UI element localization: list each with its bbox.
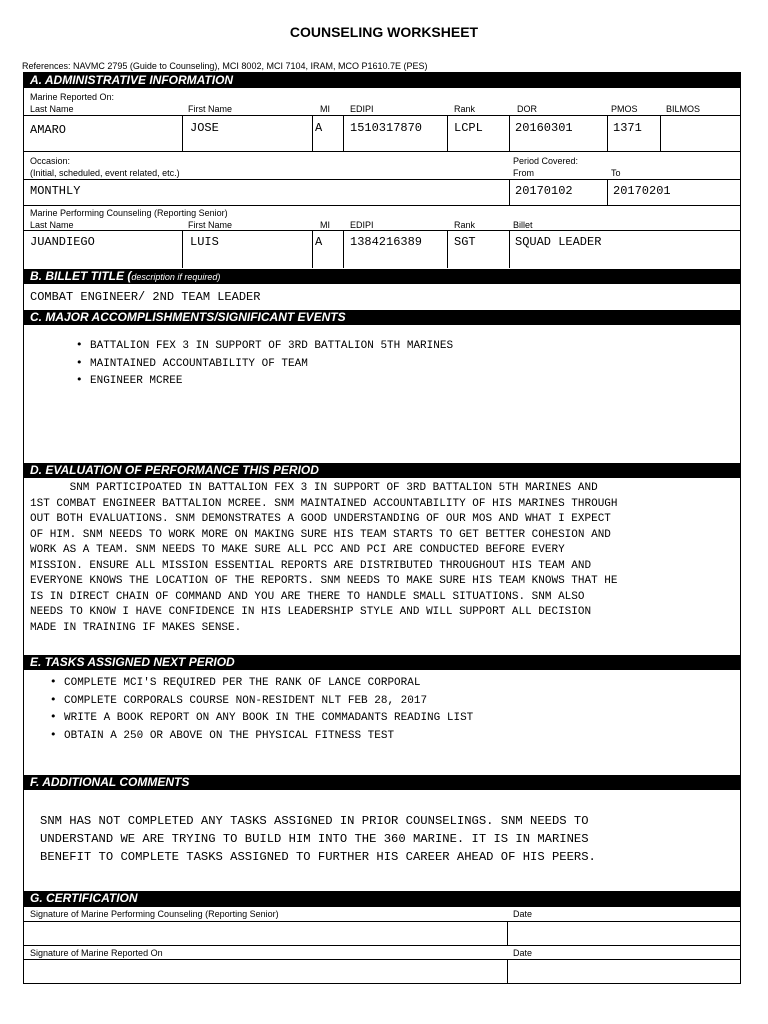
reported-last-name[interactable]: AMARO <box>30 123 67 137</box>
marine-date-label: Date <box>513 948 533 958</box>
period-to-value[interactable]: 20170201 <box>613 184 671 198</box>
billet-label: Billet <box>513 220 533 230</box>
list-item: • WRITE A BOOK REPORT ON ANY BOOK IN THE COMMADANTS READING LIST <box>50 709 473 727</box>
occasion-value[interactable]: MONTHLY <box>30 184 81 198</box>
divider <box>24 945 740 946</box>
senior-signature-field[interactable] <box>24 922 506 945</box>
text-line: OF HIM. SNM NEEDS TO WORK MORE ON MAKING SURE HIS TEAM STARTS TO GET BETTER COHESION AND <box>30 528 611 541</box>
text-line: WORK AS A TEAM. SNM NEEDS TO MAKE SURE ALL PCC AND PCI ARE CONDUCTED BEFORE EVERY <box>30 544 565 556</box>
period-covered-label: Period Covered: <box>513 156 579 166</box>
text-line: 1ST COMBAT ENGINEER BATTALION MCREE. SNM MAINTAINED ACCOUNTABILITY OF HIS MARINES THROUGH <box>30 497 618 510</box>
bilmos-label: BILMOS <box>666 104 701 114</box>
list-item: • COMPLETE CORPORALS COURSE NON-RESIDENT NLT FEB 28, 2017 <box>50 692 473 710</box>
marine-signature-field[interactable] <box>24 960 506 983</box>
section-a-header: A. ADMINISTRATIVE INFORMATION <box>24 73 740 88</box>
period-from-value[interactable]: 20170102 <box>515 184 573 198</box>
text-line: BENEFIT TO COMPLETE TASKS ASSIGNED TO FURTHER HIS CAREER AHEAD OF HIS PEERS. <box>40 850 596 864</box>
divider <box>24 906 740 907</box>
accomplishments-list <box>76 337 453 390</box>
pmos-label: PMOS <box>611 104 638 114</box>
divider <box>509 115 510 151</box>
divider <box>312 230 313 268</box>
senior-date-label: Date <box>513 909 533 919</box>
list-item: • OBTAIN A 250 OR ABOVE ON THE PHYSICAL FITNESS TEST <box>50 727 473 745</box>
list-item: • COMPLETE MCI'S REQUIRED PER THE RANK OF LANCE CORPORAL <box>50 674 473 692</box>
senior-edipi-label: EDIPI <box>350 220 374 230</box>
section-f-header: F. ADDITIONAL COMMENTS <box>24 775 740 790</box>
senior-first-name-label: First Name <box>188 220 233 230</box>
list-item: • BATTALION FEX 3 IN SUPPORT OF 3RD BATTALION 5TH MARINES <box>76 337 453 355</box>
section-e-header: E. TASKS ASSIGNED NEXT PERIOD <box>24 655 740 670</box>
section-g-header: G. CERTIFICATION <box>24 891 740 906</box>
divider <box>24 230 740 231</box>
worksheet-form <box>23 72 741 984</box>
senior-rank-label: Rank <box>454 220 476 230</box>
text-line: NEEDS TO KNOW I HAVE CONFIDENCE IN HIS LEADERSHIP STYLE AND WILL SUPPORT ALL DECISION <box>30 606 592 618</box>
from-label: From <box>513 168 534 178</box>
last-name-label: Last Name <box>30 104 74 114</box>
first-name-label: First Name <box>188 104 233 114</box>
marine-signature-label: Signature of Marine Reported On <box>30 948 163 958</box>
occasion-label: Occasion: <box>30 156 71 166</box>
reported-pmos[interactable]: 1371 <box>613 121 642 135</box>
divider <box>447 115 448 151</box>
text-line: SNM PARTICIPOATED IN BATTALION FEX 3 IN SUPPORT OF 3RD BATTALION 5TH MARINES AND <box>30 482 598 494</box>
section-d-header: D. EVALUATION OF PERFORMANCE THIS PERIOD <box>24 463 740 478</box>
text-line: SNM HAS NOT COMPLETED ANY TASKS ASSIGNED IN PRIOR COUNSELINGS. SNM NEEDS TO <box>40 814 589 828</box>
divider <box>607 115 608 151</box>
senior-edipi[interactable]: 1384216389 <box>350 235 423 249</box>
billet-title-value[interactable]: COMBAT ENGINEER/ 2ND TEAM LEADER <box>30 290 261 304</box>
divider <box>607 179 608 205</box>
senior-signature-label: Signature of Marine Performing Counseling (Reporting Senior) <box>30 909 279 919</box>
reported-dor[interactable]: 20160301 <box>515 121 573 135</box>
divider <box>447 230 448 268</box>
tasks-list <box>50 674 473 744</box>
divider <box>182 230 183 268</box>
divider <box>312 115 313 151</box>
text-line: IS IN DIRECT CHAIN OF COMMAND AND YOU ARE THERE TO HANDLE SMALL SITUATIONS. SNM ALSO <box>30 590 585 603</box>
senior-billet[interactable]: SQUAD LEADER <box>515 235 602 249</box>
section-b-header <box>24 269 740 284</box>
evaluation-text[interactable] <box>30 481 618 636</box>
divider <box>24 151 740 152</box>
divider <box>509 179 510 205</box>
marine-date-field[interactable] <box>508 960 740 983</box>
reporting-senior-label: Marine Performing Counseling (Reporting Senior) <box>30 208 228 218</box>
divider <box>24 179 740 180</box>
section-b-title: B. BILLET TITLE ( <box>30 269 132 283</box>
reported-mi[interactable]: A <box>315 121 323 135</box>
reported-first-name[interactable]: JOSE <box>190 121 219 135</box>
divider <box>24 115 740 116</box>
mi-label: MI <box>320 104 330 114</box>
divider <box>182 115 183 151</box>
reported-edipi[interactable]: 1510317870 <box>350 121 423 135</box>
senior-mi-label: MI <box>320 220 330 230</box>
divider <box>24 205 740 206</box>
reported-rank[interactable]: LCPL <box>454 121 483 135</box>
senior-rank[interactable]: SGT <box>454 235 476 249</box>
text-line: EVERYONE KNOWS THE LOCATION OF THE REPORTS. SNM NEEDS TO MAKE SURE HIS TEAM KNOWS THAT HE <box>30 575 618 587</box>
occasion-hint: (Initial, scheduled, event related, etc.) <box>30 168 180 178</box>
text-line: UNDERSTAND WE ARE TRYING TO BUILD HIM INTO THE 360 MARINE. IT IS IN MARINES <box>40 832 589 846</box>
divider <box>660 115 661 151</box>
senior-last-name-label: Last Name <box>30 220 74 230</box>
section-c-header: C. MAJOR ACCOMPLISHMENTS/SIGNIFICANT EVENTS <box>24 310 740 325</box>
reported-on-label: Marine Reported On: <box>30 92 115 102</box>
references-line: References: NAVMC 2795 (Guide to Counseling), MCI 8002, MCI 7104, IRAM, MCO P1610.7E (PES) <box>22 61 428 71</box>
senior-mi[interactable]: A <box>315 235 323 249</box>
page-title: COUNSELING WORKSHEET <box>289 24 479 40</box>
text-line: OUT BOTH EVALUATIONS. SNM DEMONSTRATES A GOOD UNDERSTANDING OF OUR MOS AND WHAT I EXPECT <box>30 513 611 525</box>
text-line: MADE IN TRAINING IF MAKES SENSE. <box>30 621 242 634</box>
senior-first-name[interactable]: LUIS <box>190 235 219 249</box>
divider <box>343 230 344 268</box>
additional-comments-text[interactable] <box>40 812 596 866</box>
rank-label: Rank <box>454 104 476 114</box>
list-item: • ENGINEER MCREE <box>76 372 453 390</box>
senior-last-name[interactable]: JUANDIEGO <box>30 235 95 249</box>
divider <box>509 230 510 268</box>
list-item: • MAINTAINED ACCOUNTABILITY OF TEAM <box>76 355 453 373</box>
text-line: MISSION. ENSURE ALL MISSION ESSENTIAL REPORTS ARE DISTRIBUTED THROUGHOUT HIS TEAM AND <box>30 559 592 572</box>
to-label: To <box>611 168 621 178</box>
edipi-label: EDIPI <box>350 104 374 114</box>
divider <box>343 115 344 151</box>
senior-date-field[interactable] <box>508 922 740 945</box>
section-b-note: description if required) <box>131 272 221 282</box>
dor-label: DOR <box>517 104 537 114</box>
